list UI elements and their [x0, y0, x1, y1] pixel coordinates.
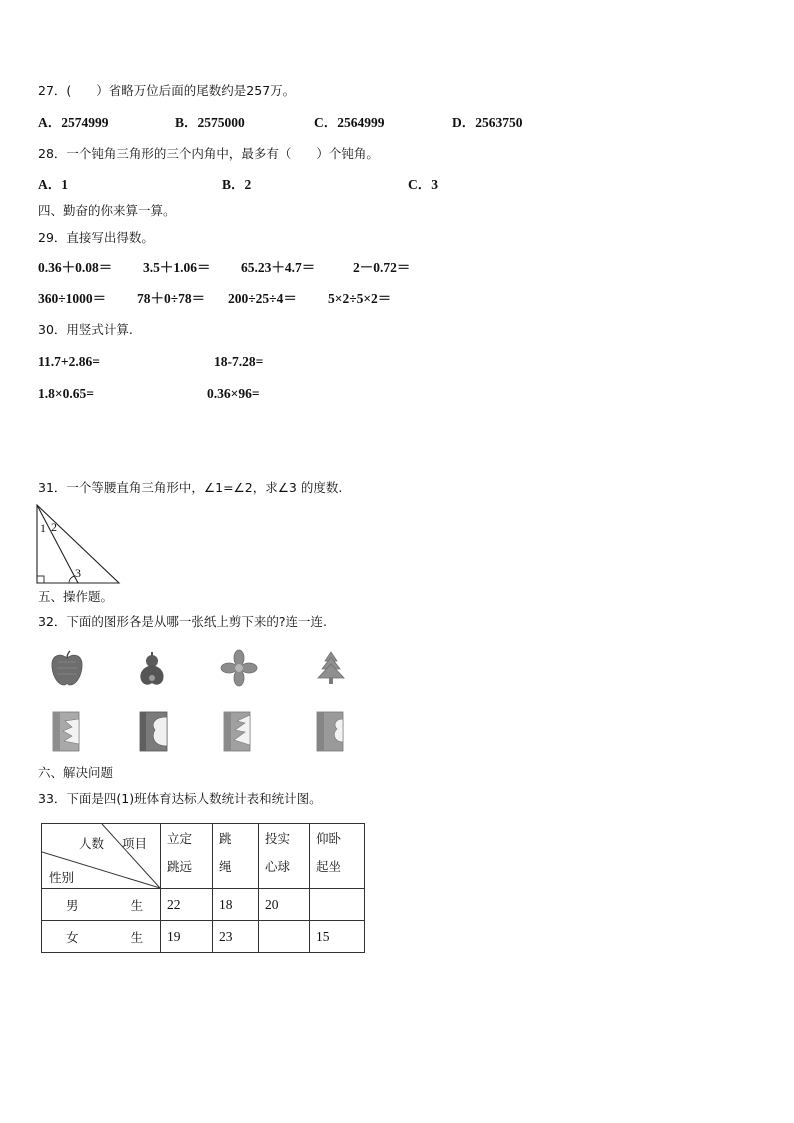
q30-item-1: 11.7+2.86= [38, 354, 100, 369]
header-jump-rope: 跳 绳 [213, 824, 259, 889]
folded-paper-3-icon [223, 711, 253, 753]
q30-item-3: 1.8×0.65= [38, 386, 94, 401]
q32-stem: 32．下面的图形各是从哪一张纸上剪下来的?连一连. [38, 614, 328, 629]
tree-shape-icon [315, 651, 347, 687]
q29-stem: 29．直接写出得数。 [38, 230, 154, 245]
folded-paper-2-icon [139, 711, 169, 753]
q31-stem: 31．一个等腰直角三角形中，∠1=∠2，求∠3 的度数. [38, 480, 343, 495]
cell-boys-medicine-ball: 20 [259, 889, 310, 921]
apple-shape-icon [49, 650, 85, 688]
q27-option-c: C．2564999 [314, 115, 385, 130]
cell-boys-jump-rope: 18 [213, 889, 259, 921]
header-sit-ups: 仰卧 起坐 [310, 824, 365, 889]
table-row [42, 889, 365, 921]
cell-girls-medicine-ball [259, 921, 310, 953]
section4-heading: 四、勤奋的你来算一算。 [38, 203, 176, 218]
q33-stem: 33．下面是四(1)班体育达标人数统计表和统计图。 [38, 791, 322, 806]
flower-shape-icon [221, 650, 257, 686]
corner-label-people: 人数 [79, 836, 105, 851]
q30-item-2: 18-7.28= [214, 354, 264, 369]
right-triangle-figure [35, 504, 125, 586]
q29-r1-c4: 2－0.72＝ [353, 260, 411, 275]
q29-r2-c4: 5×2÷5×2＝ [328, 291, 392, 306]
angle-1-label: 1 [40, 521, 46, 535]
gourd-shape-icon [137, 650, 167, 688]
q27-option-b: B．2575000 [175, 115, 245, 130]
angle-2-label: 2 [51, 520, 57, 534]
angle-3-label: 3 [75, 566, 81, 580]
table-corner-cell [42, 824, 161, 889]
corner-label-gender: 性别 [49, 870, 75, 885]
cell-girls-jump-rope: 23 [213, 921, 259, 953]
header-medicine-ball: 投实 心球 [259, 824, 310, 889]
cell-boys-standing-jump: 22 [161, 889, 213, 921]
folded-paper-4-icon [316, 711, 346, 753]
cell-girls-sit-ups: 15 [310, 921, 365, 953]
q28-option-c: C．3 [408, 177, 438, 192]
q29-r1-c2: 3.5＋1.06＝ [143, 260, 211, 275]
q28-option-a: A．1 [38, 177, 68, 192]
row-label-boys: 男 生 [42, 889, 161, 921]
corner-label-item: 项目 [122, 836, 148, 851]
q29-r2-c2: 78＋0÷78＝ [137, 291, 206, 306]
q30-item-4: 0.36×96= [207, 386, 260, 401]
cell-girls-standing-jump: 19 [161, 921, 213, 953]
q27-option-d: D．2563750 [452, 115, 523, 130]
table-row [42, 921, 365, 953]
folded-paper-1-icon [52, 711, 82, 753]
row-label-girls: 女 生 [42, 921, 161, 953]
q27-option-a: A．2574999 [38, 115, 109, 130]
table-header-row [42, 824, 365, 889]
cell-boys-sit-ups [310, 889, 365, 921]
fitness-stats-table [41, 823, 365, 953]
q29-r1-c1: 0.36＋0.08＝ [38, 260, 113, 275]
q28-option-b: B．2 [222, 177, 252, 192]
q27-stem: 27．( ）省略万位后面的尾数约是257万。 [38, 83, 296, 98]
header-standing-jump: 立定 跳远 [161, 824, 213, 889]
section6-heading: 六、解决问题 [38, 765, 114, 780]
section5-heading: 五、操作题。 [38, 589, 114, 604]
q29-r2-c3: 200÷25÷4＝ [228, 291, 297, 306]
q28-stem: 28．一个钝角三角形的三个内角中，最多有（ ）个钝角。 [38, 146, 379, 161]
q29-r2-c1: 360÷1000＝ [38, 291, 107, 306]
q30-stem: 30．用竖式计算. [38, 322, 133, 337]
q29-r1-c3: 65.23＋4.7＝ [241, 260, 316, 275]
